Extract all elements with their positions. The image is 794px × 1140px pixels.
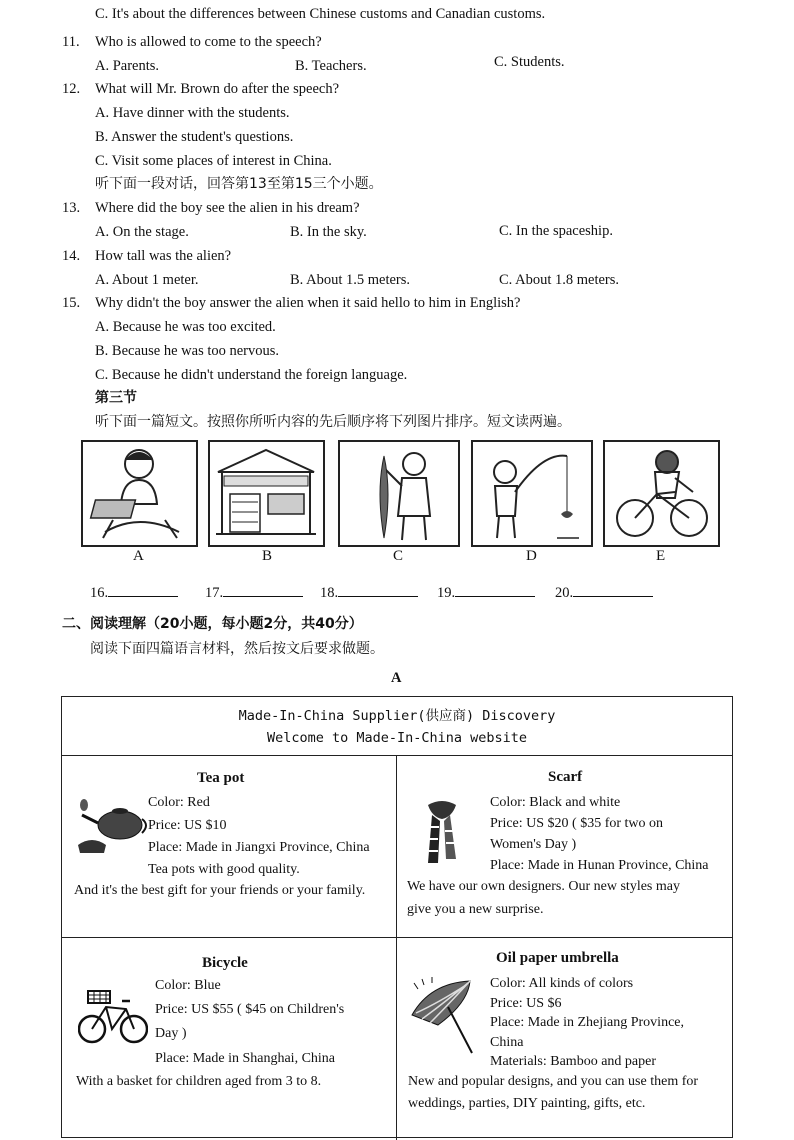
man-fish-icon — [340, 442, 458, 545]
q11-number: 11. — [62, 34, 80, 50]
q13-number: 13. — [62, 200, 81, 216]
dialogue-instruction: 听下面一段对话，回答第13至第15三个小题。 — [95, 176, 383, 192]
bicycle-title: Bicycle — [202, 955, 248, 971]
teapot-footer: And it's the best gift for your friends or your family. — [74, 883, 366, 898]
bicycle-place: Place: Made in Shanghai, China — [155, 1051, 336, 1066]
answer-blank-17[interactable]: 17. — [205, 582, 303, 601]
ad-header-line1: Made-In-China Supplier(供应商) Discovery — [238, 708, 556, 724]
umbrella-color: Color: All kinds of colors — [490, 976, 634, 991]
q14-option-b: B. About 1.5 meters. — [290, 272, 411, 288]
scarf-price-cont: Women's Day ) — [490, 837, 577, 852]
scarf-title: Scarf — [548, 769, 583, 785]
umbrella-materials: Materials: Bamboo and paper — [490, 1054, 657, 1069]
ad-header-line2: Welcome to Made-In-China website — [266, 730, 528, 746]
q13-option-a: A. On the stage. — [95, 224, 189, 240]
picture-label-b: B — [262, 548, 273, 564]
picture-a — [81, 440, 198, 547]
scarf-footer-1: We have our own designers. Our new styles may — [407, 879, 680, 894]
boy-cycling-icon — [605, 442, 718, 545]
picture-d — [471, 440, 593, 547]
q12-number: 12. — [62, 81, 81, 97]
reading-part-title: 二、阅读理解（20小题，每小题2分，共40分） — [62, 616, 363, 632]
supplier-ad-table — [61, 696, 733, 1138]
teapot-price: Price: US $10 — [148, 818, 227, 833]
teapot-title: Tea pot — [197, 770, 245, 786]
q11-option-a: A. Parents. — [95, 58, 160, 74]
bicycle-color: Color: Blue — [155, 978, 221, 993]
umbrella-footer-1: New and popular designs, and you can use them for — [408, 1074, 699, 1089]
q14-number: 14. — [62, 248, 81, 264]
section3-title: 第三节 — [95, 390, 137, 406]
q15-option-b: B. Because he was too nervous. — [95, 343, 280, 359]
picture-label-a: A — [133, 548, 144, 564]
q15-option-c: C. Because he didn't understand the foreign language. — [95, 367, 408, 383]
teapot-place: Place: Made in Jiangxi Province, China — [148, 840, 370, 855]
boy-fishing-icon — [473, 442, 591, 545]
q11-option-b: B. Teachers. — [295, 58, 367, 74]
scarf-price: Price: US $20 ( $35 for two on — [490, 816, 664, 831]
q12-option-c: C. Visit some places of interest in China. — [95, 153, 332, 169]
q15-question: Why didn't the boy answer the alien when it said hello to him in English? — [95, 295, 521, 311]
umbrella-price: Price: US $6 — [490, 996, 562, 1011]
ad-header — [62, 697, 732, 756]
umbrella-footer-2: weddings, parties, DIY painting, gifts, etc. — [408, 1096, 646, 1111]
q13-question: Where did the boy see the alien in his dream? — [95, 200, 360, 216]
umbrella-icon — [408, 975, 484, 1057]
boy-laptop-icon — [83, 442, 196, 545]
scarf-icon — [422, 797, 462, 867]
bicycle-price: Price: US $55 ( $45 on Children's — [155, 1002, 345, 1017]
picture-label-c: C — [393, 548, 404, 564]
q10-option-c: C. It's about the differences between Chinese customs and Canadian customs. — [95, 6, 546, 22]
umbrella-title: Oil paper umbrella — [496, 950, 619, 966]
answer-blank-20[interactable]: 20. — [555, 582, 653, 601]
scarf-place: Place: Made in Hunan Province, China — [490, 858, 709, 873]
bicycle-footer: With a basket for children aged from 3 to 8. — [76, 1074, 322, 1089]
q14-question: How tall was the alien? — [95, 248, 232, 264]
picture-b — [208, 440, 325, 547]
ad-vertical-divider — [396, 755, 397, 1140]
q13-option-b: B. In the sky. — [290, 224, 367, 240]
bicycle-price-cont: Day ) — [155, 1026, 187, 1041]
picture-label-e: E — [656, 548, 666, 564]
ad-horizontal-divider — [62, 937, 732, 938]
picture-label-d: D — [526, 548, 537, 564]
umbrella-place: Place: Made in Zhejiang Province, — [490, 1015, 684, 1030]
q13-option-c: C. In the spaceship. — [499, 223, 613, 239]
reading-instruction: 阅读下面四篇语言材料，然后按文后要求做题。 — [90, 641, 384, 657]
teapot-icon — [74, 795, 148, 861]
q12-question: What will Mr. Brown do after the speech? — [95, 81, 340, 97]
shop-icon — [210, 442, 323, 545]
teapot-quality: Tea pots with good quality. — [148, 862, 300, 877]
umbrella-place-cont: China — [490, 1035, 524, 1050]
scarf-color: Color: Black and white — [490, 795, 621, 810]
answer-blank-19[interactable]: 19. — [437, 582, 535, 601]
scarf-footer-2: give you a new surprise. — [407, 902, 544, 917]
bicycle-icon — [78, 979, 148, 1049]
q12-option-b: B. Answer the student's questions. — [95, 129, 294, 145]
answer-blank-18[interactable]: 18. — [320, 582, 418, 601]
q15-option-a: A. Because he was too excited. — [95, 319, 276, 335]
picture-c — [338, 440, 460, 547]
q11-option-c: C. Students. — [494, 54, 565, 70]
answer-blank-16[interactable]: 16. — [90, 582, 178, 601]
q15-number: 15. — [62, 295, 81, 311]
section3-instruction: 听下面一篇短文。按照你所听内容的先后顺序将下列图片排序。短文读两遍。 — [95, 414, 571, 430]
q11-question: Who is allowed to come to the speech? — [95, 34, 322, 50]
picture-e — [603, 440, 720, 547]
passage-label: A — [391, 670, 402, 686]
q14-option-c: C. About 1.8 meters. — [499, 272, 620, 288]
teapot-color: Color: Red — [148, 795, 210, 810]
q14-option-a: A. About 1 meter. — [95, 272, 199, 288]
q12-option-a: A. Have dinner with the students. — [95, 105, 290, 121]
